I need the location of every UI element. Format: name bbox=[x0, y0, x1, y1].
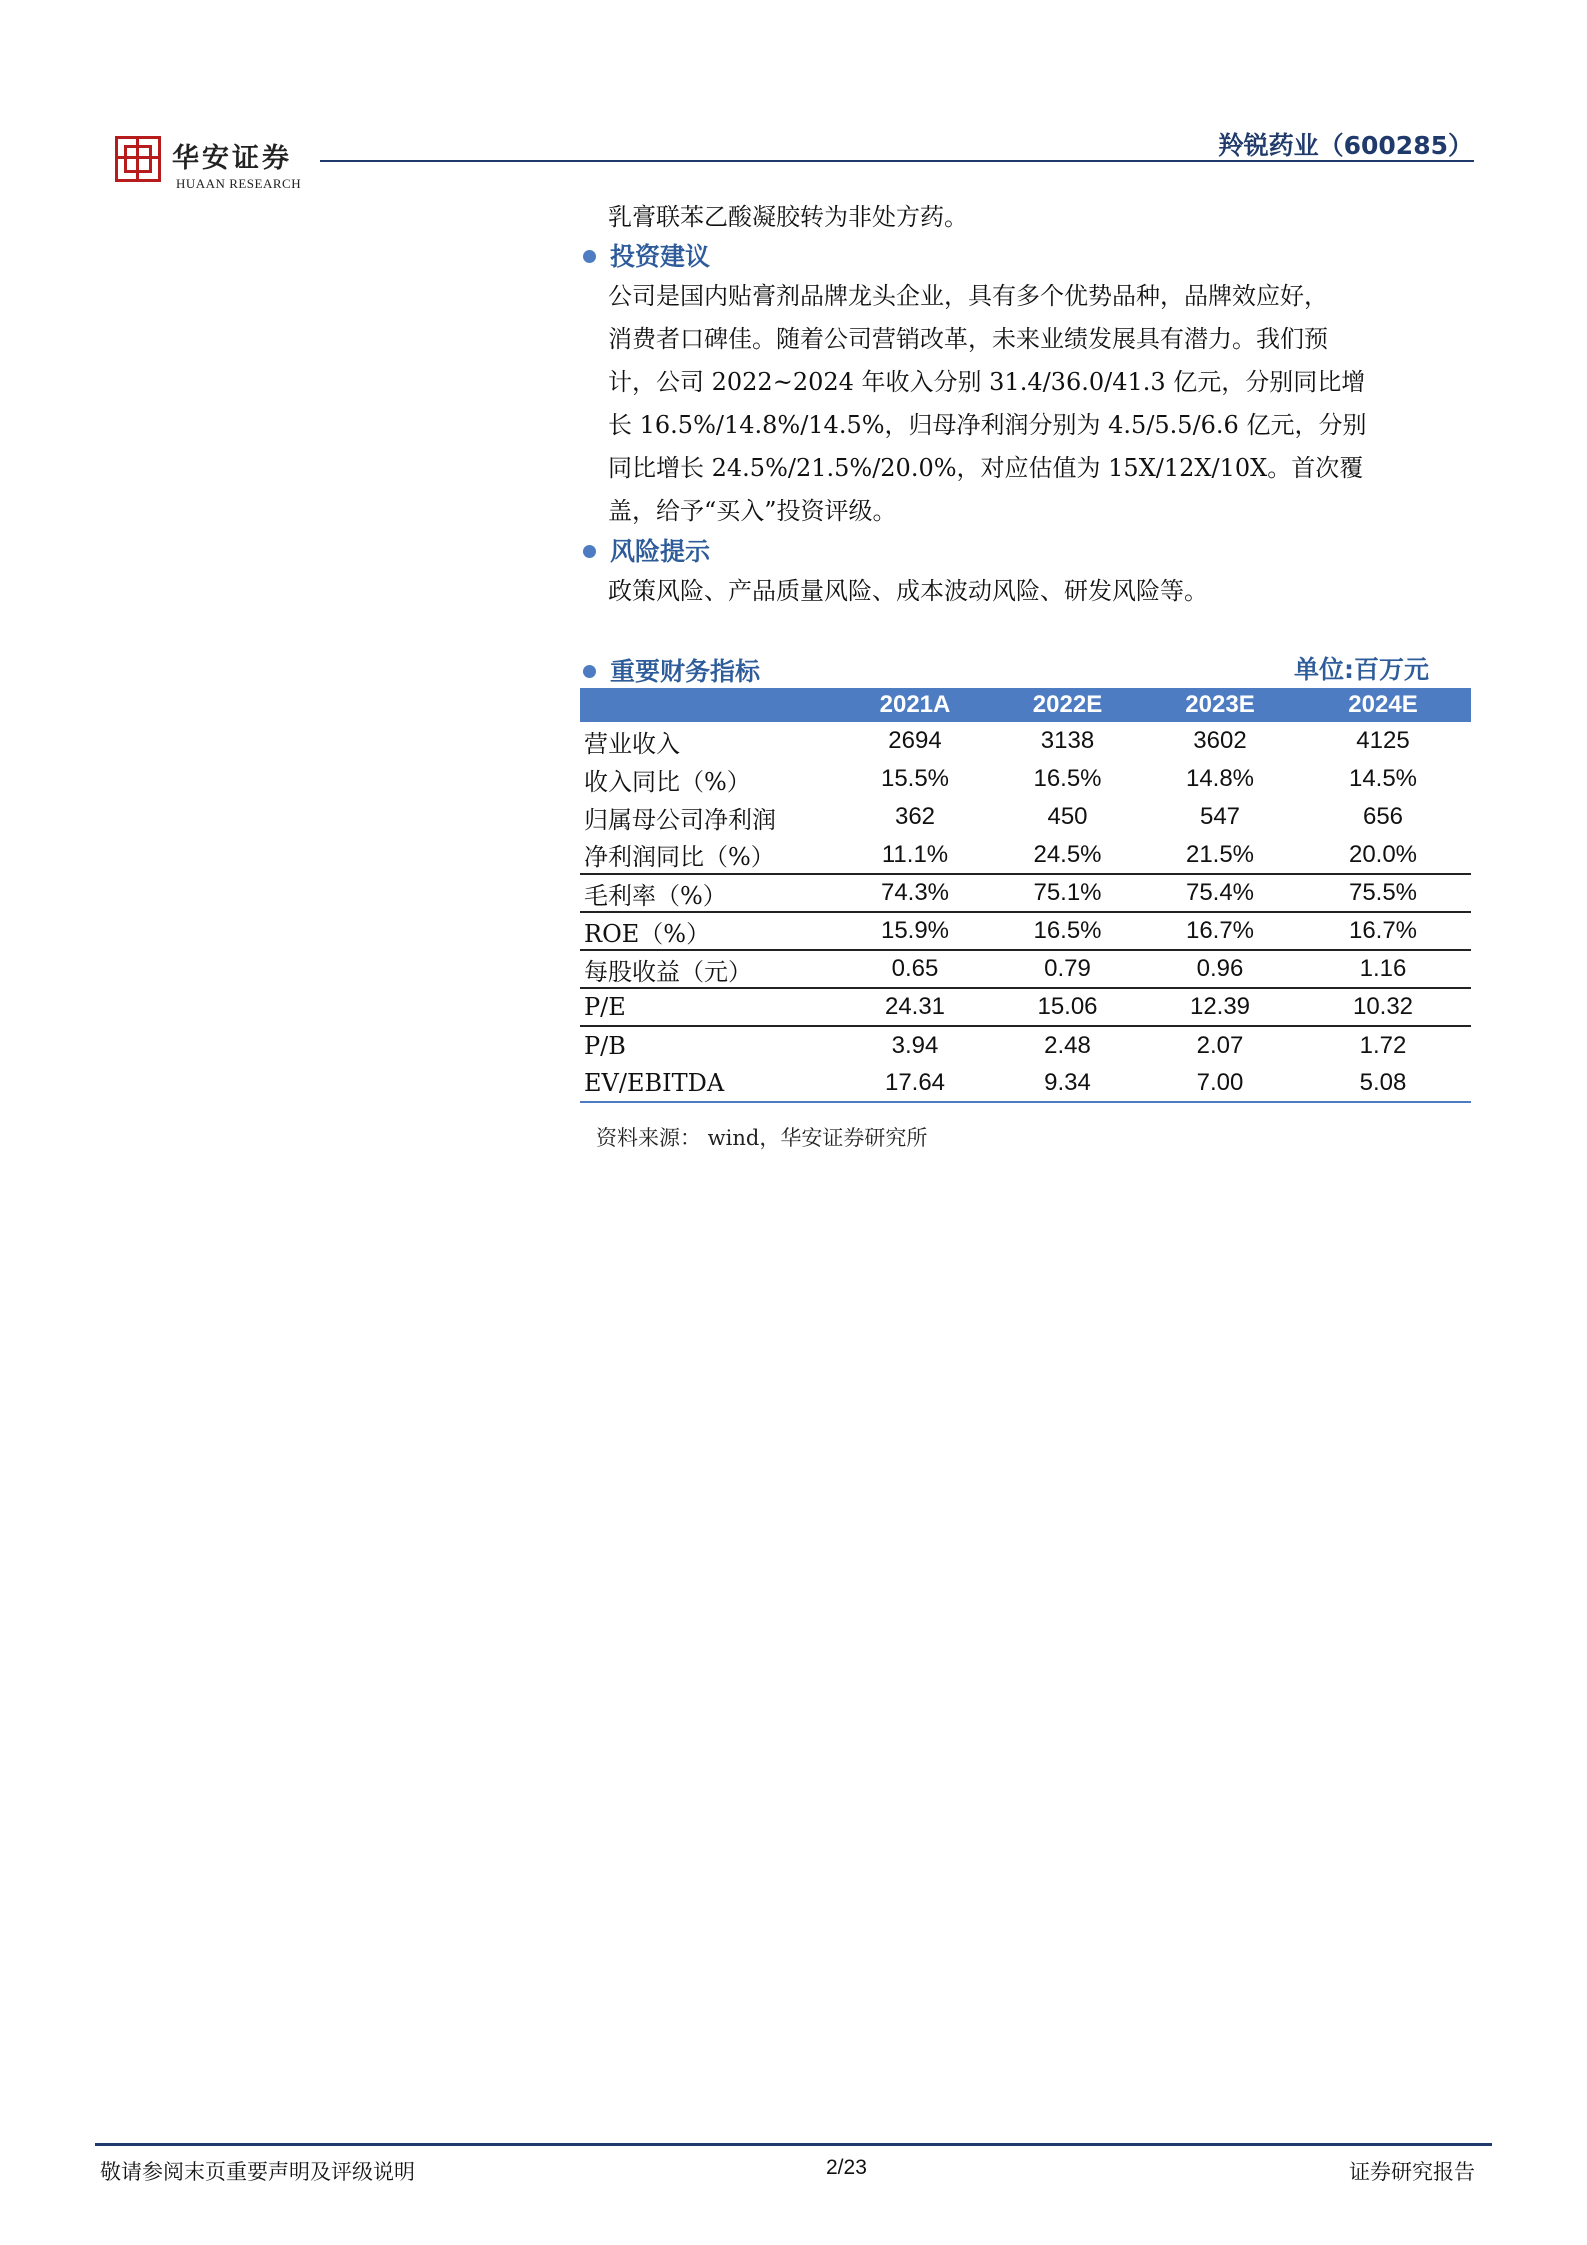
table-cell: 24.31 bbox=[840, 988, 990, 1026]
bullet-dot-icon bbox=[583, 545, 596, 558]
bullet-dot-icon bbox=[583, 665, 596, 678]
footer-disclaimer: 敬请参阅末页重要声明及评级说明 bbox=[100, 2160, 415, 2184]
table-cell: 75.5% bbox=[1295, 874, 1471, 912]
financial-table bbox=[580, 688, 1471, 1103]
table-row bbox=[580, 988, 1471, 1026]
table-cell: 9.34 bbox=[990, 1064, 1145, 1102]
row-label: 收入同比（%） bbox=[584, 767, 751, 796]
row-label: P/E bbox=[580, 988, 840, 1026]
table-cell: 2.07 bbox=[1196, 1031, 1244, 1059]
table-cell: 2694 bbox=[888, 727, 942, 754]
table-header-row bbox=[580, 688, 1471, 722]
section-risk-heading bbox=[583, 532, 710, 568]
intro-line: 乳膏联苯乙酸凝胶转为非处方药。 bbox=[608, 203, 968, 231]
table-cell: 16.7% bbox=[1295, 912, 1471, 950]
invest-line: 同比增长 24.5%/21.5%/20.0%，对应估值为 15X/12X/10X。首次覆 bbox=[608, 454, 1364, 482]
table-cell: 7.00 bbox=[1145, 1064, 1295, 1102]
logo-text-cn: 华安证券 bbox=[172, 143, 292, 174]
table-cell: 2.48 bbox=[1044, 1031, 1091, 1059]
table-cell: 3.94 bbox=[891, 1031, 939, 1059]
invest-line: 计，公司 2022~2024 年收入分别 31.4/36.0/41.3 亿元，分别同比增 bbox=[608, 368, 1366, 396]
table-cell: 4125 bbox=[1356, 727, 1410, 754]
table-row bbox=[580, 874, 1471, 912]
table-row bbox=[580, 836, 1471, 874]
table-cell: 5.08 bbox=[1295, 1064, 1471, 1102]
invest-line: 盖，给予“买入”投资评级。 bbox=[608, 497, 897, 525]
table-cell: 656 bbox=[1362, 803, 1404, 830]
table-cell: 450 bbox=[1047, 803, 1088, 830]
table-cell: 0.79 bbox=[990, 950, 1145, 988]
table-row bbox=[580, 1026, 1471, 1064]
invest-paragraph bbox=[608, 275, 1468, 533]
section-financials-title: 重要财务指标 bbox=[610, 657, 761, 686]
table-cell: 75.4% bbox=[1145, 874, 1295, 912]
table-header-cell: 2024E bbox=[1295, 688, 1471, 722]
table-cell: 16.5% bbox=[1033, 765, 1102, 792]
section-invest-title: 投资建议 bbox=[610, 242, 711, 271]
table-cell: 3138 bbox=[1040, 727, 1095, 754]
table-cell: 17.64 bbox=[840, 1064, 990, 1102]
section-risk-title: 风险提示 bbox=[610, 537, 711, 566]
row-label: 净利润同比（%） bbox=[580, 836, 840, 874]
table-header-cell: 2022E bbox=[990, 688, 1145, 722]
table-cell: 0.65 bbox=[840, 950, 990, 988]
table-cell: 16.5% bbox=[990, 912, 1145, 950]
row-label: 归属母公司净利润 bbox=[584, 805, 776, 834]
table-header-cell: 2021A bbox=[840, 688, 990, 722]
table-source-note: 资料来源： wind，华安证券研究所 bbox=[596, 1126, 928, 1150]
table-cell: 16.7% bbox=[1145, 912, 1295, 950]
table-cell: 0.96 bbox=[1145, 950, 1295, 988]
table-row bbox=[580, 722, 1471, 760]
table-cell: 15.06 bbox=[990, 988, 1145, 1026]
invest-line: 消费者口碑佳。随着公司营销改革，未来业绩发展具有潜力。我们预 bbox=[608, 325, 1328, 353]
row-label: 营业收入 bbox=[584, 729, 680, 758]
footer-report-type: 证券研究报告 bbox=[1349, 2160, 1475, 2184]
row-label: 每股收益（元） bbox=[580, 950, 840, 988]
table-cell: 547 bbox=[1199, 803, 1241, 830]
section-financials-heading bbox=[583, 652, 760, 688]
table-cell: 1.72 bbox=[1359, 1031, 1407, 1059]
table-cell: 1.16 bbox=[1295, 950, 1471, 988]
table-cell: 20.0% bbox=[1295, 836, 1471, 874]
bullet-dot-icon bbox=[583, 250, 596, 263]
header-divider bbox=[320, 160, 1474, 162]
table-row bbox=[580, 912, 1471, 950]
table-row bbox=[580, 798, 1471, 836]
table-cell: 15.5% bbox=[880, 765, 950, 792]
table-cell: 14.5% bbox=[1348, 765, 1418, 792]
table-row bbox=[580, 950, 1471, 988]
page-number: 2/23 bbox=[826, 2156, 867, 2179]
section-invest-heading bbox=[583, 237, 710, 273]
footer-divider bbox=[95, 2143, 1492, 2146]
logo-mark-icon bbox=[115, 136, 161, 182]
row-label: EV/EBITDA bbox=[580, 1064, 840, 1102]
table-cell: 24.5% bbox=[990, 836, 1145, 874]
row-label: P/B bbox=[584, 1031, 626, 1060]
table-cell: 15.9% bbox=[840, 912, 990, 950]
table-cell: 362 bbox=[894, 803, 936, 830]
row-label: 毛利率（%） bbox=[580, 874, 840, 912]
table-cell: 11.1% bbox=[840, 836, 990, 874]
invest-line: 公司是国内贴膏剂品牌龙头企业，具有多个优势品种，品牌效应好， bbox=[608, 282, 1328, 310]
table-cell: 3602 bbox=[1193, 727, 1247, 754]
report-title: 羚锐药业（600285） bbox=[1218, 131, 1473, 160]
table-row bbox=[580, 760, 1471, 798]
table-cell: 12.39 bbox=[1145, 988, 1295, 1026]
unit-label: 单位:百万元 bbox=[1294, 655, 1429, 684]
table-row bbox=[580, 1064, 1471, 1102]
table-header-cell bbox=[580, 688, 840, 722]
table-cell: 14.8% bbox=[1185, 765, 1255, 792]
logo-text-en: HUAAN RESEARCH bbox=[176, 176, 302, 191]
table-header-cell: 2023E bbox=[1145, 688, 1295, 722]
row-label: ROE（%） bbox=[580, 912, 840, 950]
invest-line: 长 16.5%/14.8%/14.5%，归母净利润分别为 4.5/5.5/6.6 亿元，分别 bbox=[608, 411, 1367, 439]
table-cell: 75.1% bbox=[990, 874, 1145, 912]
table-cell: 74.3% bbox=[840, 874, 990, 912]
table-cell: 10.32 bbox=[1295, 988, 1471, 1026]
table-cell: 21.5% bbox=[1145, 836, 1295, 874]
risk-text: 政策风险、产品质量风险、成本波动风险、研发风险等。 bbox=[608, 577, 1208, 605]
